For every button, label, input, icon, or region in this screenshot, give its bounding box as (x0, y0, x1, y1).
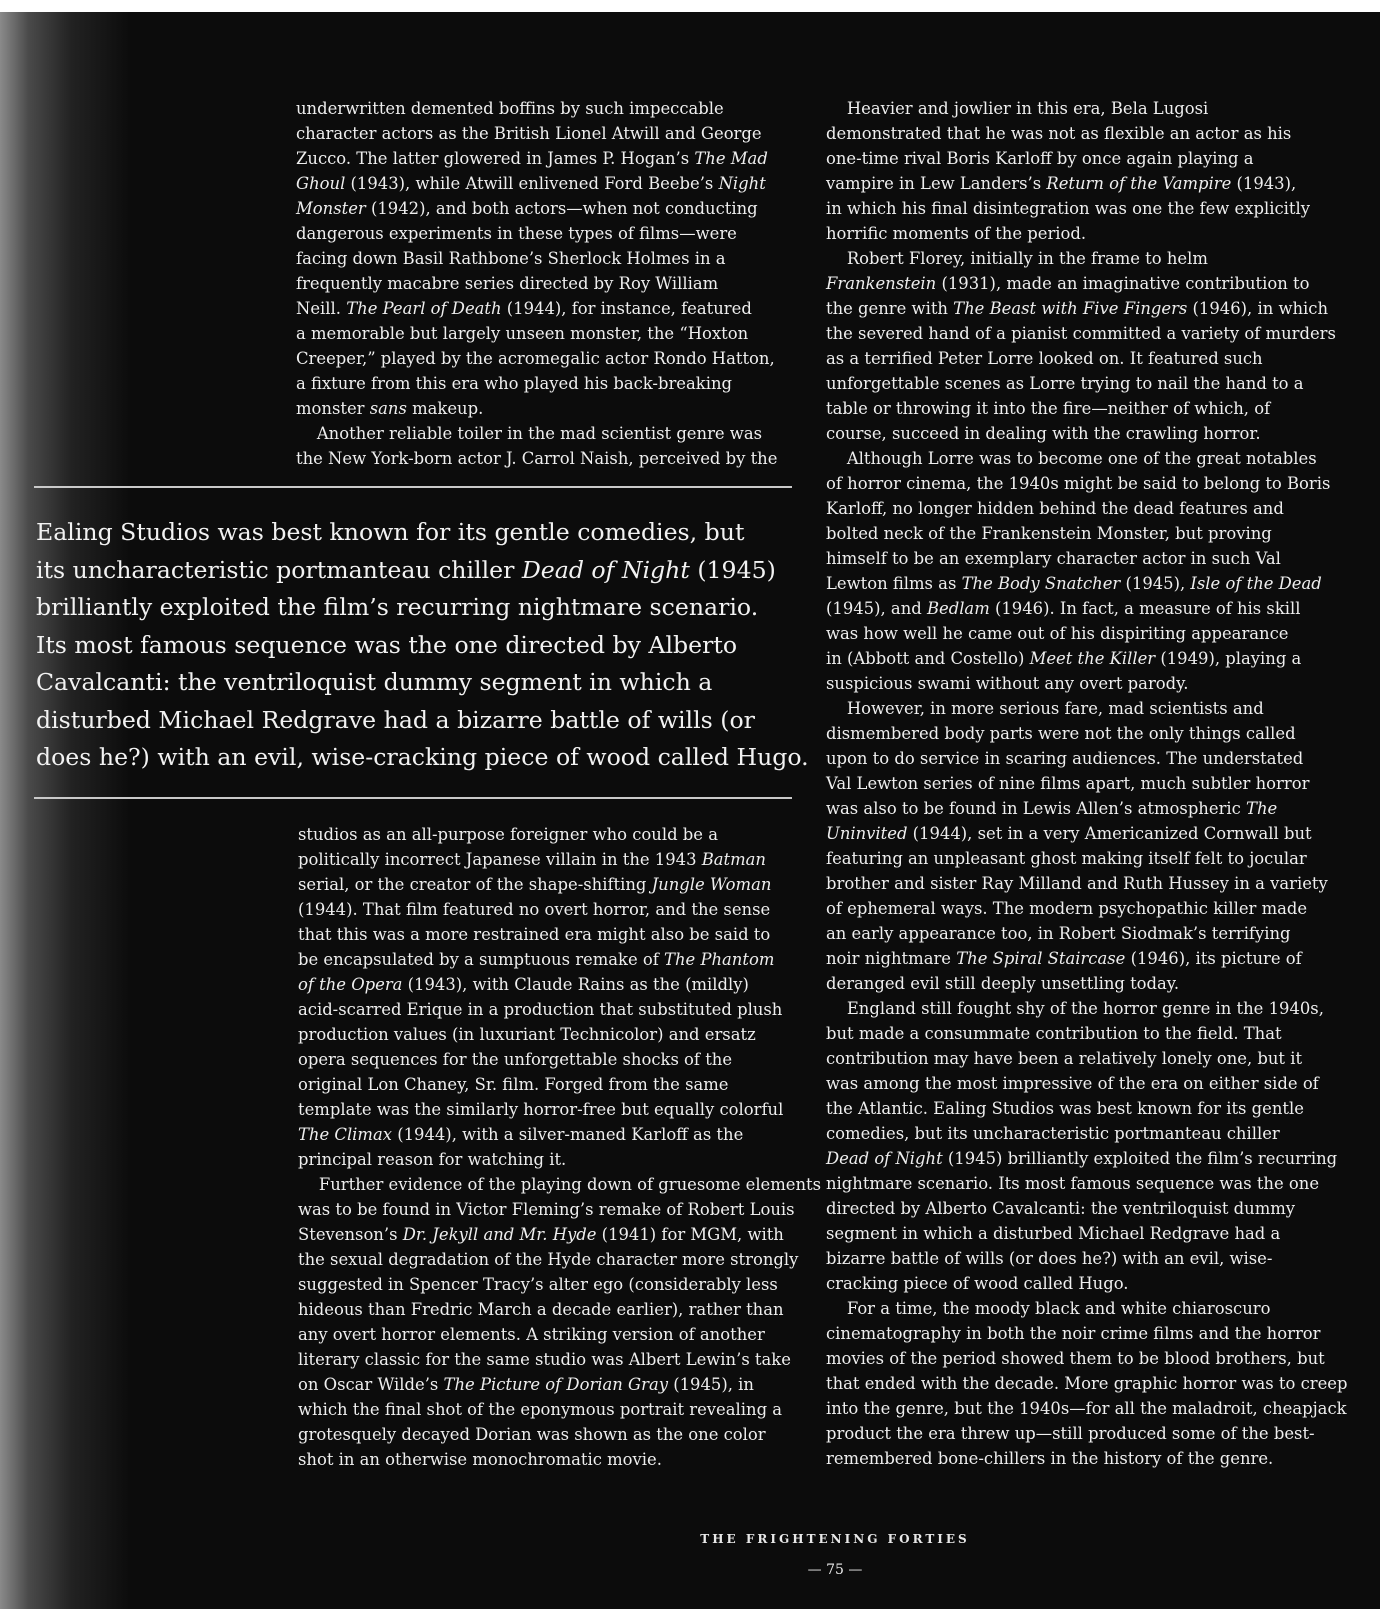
column-right-line: England still fought shy of the horror genre in the 1940s, (826, 999, 1324, 1018)
column-right-line: remembered bone-chillers in the history of the genre. (826, 1449, 1274, 1468)
column-right-line: deranged evil still deeply unsettling today. (826, 974, 1180, 993)
column-left-bottom-line: on Oscar Wilde’s The Picture of Dorian Gray (1945), in (298, 1375, 754, 1394)
column-right-line: Although Lorre was to become one of the great notables (826, 449, 1317, 468)
column-right-line: Frankenstein (1931), made an imaginative contribution to (826, 274, 1310, 293)
column-left-bottom-line: The Climax (1944), with a silver-maned Karloff as the (298, 1125, 744, 1144)
column-left-bottom-line: studios as an all-purpose foreigner who could be a (298, 825, 718, 844)
column-right-line: directed by Alberto Cavalcanti: the ventriloquist dummy (826, 1199, 1296, 1218)
column-left-bottom-line: of the Opera (1943), with Claude Rains as the (mildly) (298, 975, 749, 994)
column-left-bottom-line: shot in an otherwise monochromatic movie. (298, 1450, 662, 1469)
column-left-top-line: underwritten demented boffins by such impeccable (296, 99, 724, 118)
column-left-bottom-line: politically incorrect Japanese villain in the 1943 Batman (298, 850, 766, 869)
column-right-line: in which his final disintegration was one the few explicitly (826, 199, 1310, 218)
column-left-bottom-line: suggested in Spencer Tracy’s alter ego (considerably less (298, 1275, 778, 1294)
column-left-top-line: Creeper,” played by the acromegalic actor Rondo Hatton, (296, 349, 775, 368)
column-right-line: table or throwing it into the fire—neither of which, of (826, 399, 1271, 418)
column-right-line: the severed hand of a pianist committed a variety of murders (826, 324, 1336, 343)
left-column-bottom-text (298, 822, 822, 1472)
column-right-line: product the era threw up—still produced some of the best- (826, 1424, 1315, 1443)
column-left-top-line: Another reliable toiler in the mad scientist genre was (296, 424, 763, 443)
pull-quote-line: its uncharacteristic portmanteau chiller Dead of Night (1945) (36, 555, 776, 584)
column-right-line: cracking piece of wood called Hugo. (826, 1274, 1129, 1293)
column-left-top-line: a memorable but largely unseen monster, the “Hoxton (296, 324, 749, 343)
column-right-line: bolted neck of the Frankenstein Monster, but proving (826, 524, 1272, 543)
running-footer-title: THE FRIGHTENING FORTIES (700, 1532, 970, 1546)
column-right-line: movies of the period showed them to be blood brothers, but (826, 1349, 1325, 1368)
column-right-line: contribution may have been a relatively lonely one, but it (826, 1049, 1303, 1068)
column-right-line: in (Abbott and Costello) Meet the Killer (1949), playing a (826, 649, 1302, 668)
column-right-line: However, in more serious fare, mad scientists and (826, 699, 1264, 718)
column-left-bottom-line: template was the similarly horror-free but equally colorful (298, 1100, 784, 1119)
column-right-line: but made a consummate contribution to the field. That (826, 1024, 1282, 1043)
column-right-line: himself to be an exemplary character actor in such Val (826, 549, 1281, 568)
column-left-bottom-line: production values (in luxuriant Technicolor) and ersatz (298, 1025, 756, 1044)
column-right-line: For a time, the moody black and white chiaroscuro (826, 1299, 1271, 1318)
column-right-line: was how well he came out of his dispiriting appearance (826, 624, 1289, 643)
column-left-top-line: character actors as the British Lionel Atwill and George (296, 124, 762, 143)
column-right-line: was among the most impressive of the era on either side of (826, 1074, 1319, 1093)
column-right-line: (1945), and Bedlam (1946). In fact, a measure of his skill (826, 599, 1301, 618)
right-column-text (826, 96, 1346, 1471)
pull-quote-top-rule (34, 486, 792, 488)
column-right-line: an early appearance too, in Robert Siodmak’s terrifying (826, 924, 1291, 943)
column-right-line: Uninvited (1944), set in a very Americanized Cornwall but (826, 824, 1312, 843)
column-right-line: of horror cinema, the 1940s might be said to belong to Boris (826, 474, 1331, 493)
pull-quote-line: Its most famous sequence was the one directed by Alberto (36, 630, 738, 659)
column-right-line: of ephemeral ways. The modern psychopathic killer made (826, 899, 1308, 918)
column-right-line: the Atlantic. Ealing Studios was best known for its gentle (826, 1099, 1304, 1118)
column-right-line: Karloff, no longer hidden behind the dead features and (826, 499, 1284, 518)
column-right-line: Val Lewton series of nine films apart, much subtler horror (826, 774, 1310, 793)
column-right-line: bizarre battle of wills (or does he?) with an evil, wise- (826, 1249, 1273, 1268)
column-left-top-line: Ghoul (1943), while Atwill enlivened Ford Beebe’s Night (296, 174, 766, 193)
pull-quote-line: disturbed Michael Redgrave had a bizarre battle of wills (or (36, 705, 755, 734)
column-left-top-line: monster sans makeup. (296, 399, 484, 418)
column-left-bottom-line: any overt horror elements. A striking version of another (298, 1325, 765, 1344)
column-left-top-line: facing down Basil Rathbone’s Sherlock Holmes in a (296, 249, 726, 268)
column-left-top-line: a fixture from this era who played his back-breaking (296, 374, 732, 393)
column-left-top-line: dangerous experiments in these types of films—were (296, 224, 737, 243)
column-left-bottom-line: hideous than Fredric March a decade earlier), rather than (298, 1300, 784, 1319)
pull-quote-bottom-rule (34, 797, 792, 799)
column-left-bottom-line: be encapsulated by a sumptuous remake of The Phantom (298, 950, 775, 969)
column-right-line: comedies, but its uncharacteristic portmanteau chiller (826, 1124, 1280, 1143)
column-right-line: vampire in Lew Landers’s Return of the Vampire (1943), (826, 174, 1297, 193)
left-column-top-text (296, 96, 796, 471)
column-left-bottom-line: the sexual degradation of the Hyde character more strongly (298, 1250, 799, 1269)
column-left-top-line: the New York-born actor J. Carrol Naish, perceived by the (296, 449, 778, 468)
column-left-bottom-line: that this was a more restrained era might also be said to (298, 925, 771, 944)
pull-quote-line: does he?) with an evil, wise-cracking piece of wood called Hugo. (36, 743, 809, 771)
column-left-bottom-line: opera sequences for the unforgettable shocks of the (298, 1050, 733, 1069)
column-right-line: Robert Florey, initially in the frame to helm (826, 249, 1208, 268)
column-left-bottom-line: literary classic for the same studio was Albert Lewin’s take (298, 1350, 791, 1369)
column-right-line: demonstrated that he was not as flexible an actor as his (826, 124, 1292, 143)
column-right-line: noir nightmare The Spiral Staircase (1946), its picture of (826, 949, 1302, 968)
column-left-bottom-line: principal reason for watching it. (298, 1150, 567, 1169)
page-number: — 75 — (807, 1562, 863, 1578)
column-right-line: Dead of Night (1945) brilliantly exploited the film’s recurring (826, 1149, 1338, 1168)
column-right-line: segment in which a disturbed Michael Redgrave had a (826, 1224, 1281, 1243)
column-left-bottom-line: Stevenson’s Dr. Jekyll and Mr. Hyde (1941) for MGM, with (298, 1225, 784, 1244)
column-left-bottom-line: was to be found in Victor Fleming’s remake of Robert Louis (298, 1200, 795, 1219)
column-right-line: cinematography in both the noir crime films and the horror (826, 1324, 1321, 1343)
column-right-line: upon to do service in scaring audiences. The understated (826, 749, 1304, 768)
column-left-bottom-line: serial, or the creator of the shape-shifting Jungle Woman (298, 875, 772, 894)
column-right-line: dismembered body parts were not the only things called (826, 724, 1296, 743)
column-right-line: the genre with The Beast with Five Fingers (1946), in which (826, 299, 1329, 318)
column-left-top-line: Monster (1942), and both actors—when not conducting (296, 199, 758, 218)
pull-quote (36, 514, 809, 777)
pull-quote-line: Ealing Studios was best known for its gentle comedies, but (36, 518, 745, 546)
column-left-bottom-line: acid-scarred Erique in a production that substituted plush (298, 1000, 783, 1019)
column-left-top-line: frequently macabre series directed by Roy William (296, 274, 719, 293)
column-left-bottom-line: Further evidence of the playing down of gruesome elements (298, 1175, 822, 1194)
book-page (0, 12, 1380, 1609)
column-right-line: brother and sister Ray Milland and Ruth Hussey in a variety (826, 874, 1328, 893)
column-right-line: suspicious swami without any overt parody. (826, 674, 1189, 693)
pull-quote-line: Cavalcanti: the ventriloquist dummy segment in which a (36, 668, 713, 696)
column-left-bottom-line: which the final shot of the eponymous portrait revealing a (298, 1400, 783, 1419)
column-right-line: horrific moments of the period. (826, 224, 1087, 243)
column-right-line: that ended with the decade. More graphic horror was to creep (826, 1374, 1348, 1393)
column-left-bottom-line: (1944). That film featured no overt horror, and the sense (298, 900, 771, 919)
column-right-line: featuring an unpleasant ghost making itself felt to jocular (826, 849, 1307, 868)
column-right-line: Lewton films as The Body Snatcher (1945), Isle of the Dead (826, 574, 1322, 593)
pull-quote-line: brilliantly exploited the film’s recurring nightmare scenario. (36, 593, 759, 621)
column-left-top-line: Zucco. The latter glowered in James P. Hogan’s The Mad (296, 149, 768, 168)
column-right-line: course, succeed in dealing with the crawling horror. (826, 424, 1261, 443)
column-right-line: one-time rival Boris Karloff by once again playing a (826, 149, 1254, 168)
page-gutter-shadow (0, 12, 130, 1609)
column-right-line: into the genre, but the 1940s—for all the maladroit, cheapjack (826, 1399, 1347, 1418)
column-right-line: was also to be found in Lewis Allen’s atmospheric The (826, 799, 1278, 818)
column-left-bottom-line: original Lon Chaney, Sr. film. Forged from the same (298, 1075, 729, 1094)
column-right-line: nightmare scenario. Its most famous sequence was the one (826, 1174, 1320, 1193)
column-left-bottom-line: grotesquely decayed Dorian was shown as the one color (298, 1425, 766, 1444)
column-right-line: unforgettable scenes as Lorre trying to nail the hand to a (826, 374, 1304, 393)
column-right-line: Heavier and jowlier in this era, Bela Lugosi (826, 99, 1209, 118)
column-left-top-line: Neill. The Pearl of Death (1944), for instance, featured (296, 299, 752, 318)
column-right-line: as a terrified Peter Lorre looked on. It featured such (826, 349, 1263, 368)
